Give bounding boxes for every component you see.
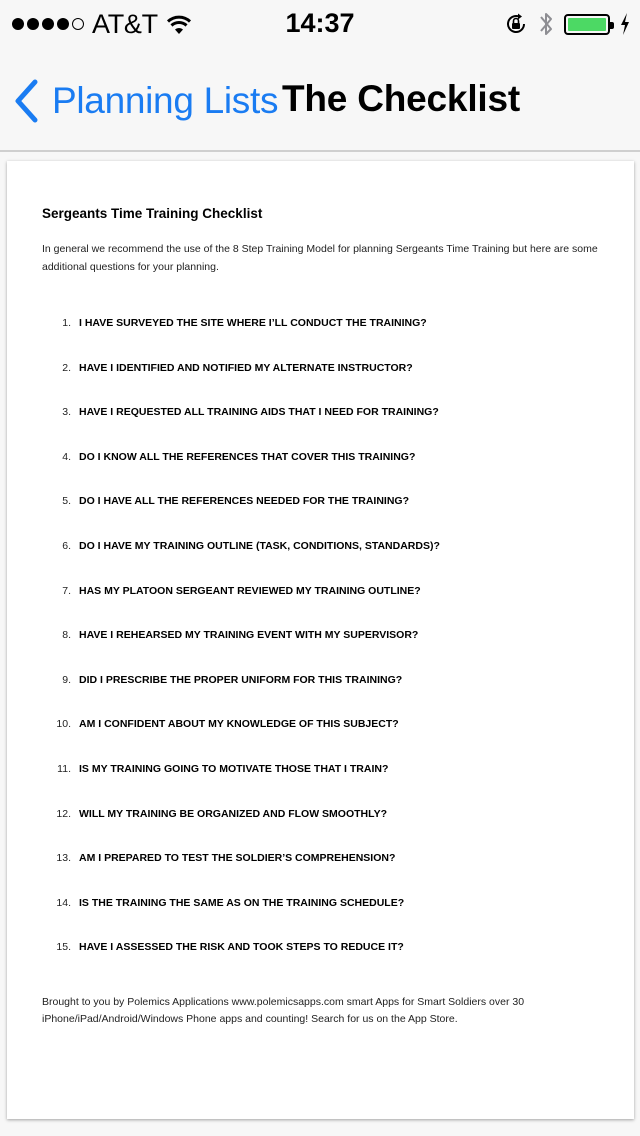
checklist — [42, 317, 602, 986]
checklist-item — [42, 585, 602, 630]
checklist-item-text: WILL MY TRAINING BE ORGANIZED AND FLOW SMOOTHLY? — [79, 807, 387, 820]
checklist-item-number: 15. — [56, 941, 71, 954]
checklist-item-number: 6. — [62, 539, 71, 552]
checklist-item — [42, 808, 602, 853]
charging-icon — [620, 12, 630, 36]
checklist-item-text: AM I CONFIDENT ABOUT MY KNOWLEDGE OF THIS SUBJECT? — [79, 718, 399, 731]
checklist-item — [42, 718, 602, 763]
chevron-left-icon — [14, 79, 38, 123]
checklist-item-number: 3. — [62, 406, 71, 419]
carrier-name: AT&T — [92, 8, 158, 39]
document-view[interactable] — [7, 161, 634, 1119]
status-bar — [0, 0, 640, 40]
checklist-item-number: 2. — [62, 361, 71, 374]
battery-icon — [564, 14, 610, 35]
checklist-item-number: 13. — [56, 852, 71, 865]
checklist-item — [42, 317, 602, 362]
checklist-item-text: HAVE I ASSESSED THE RISK AND TOOK STEPS TO REDUCE IT? — [79, 941, 404, 954]
checklist-item — [42, 495, 602, 540]
back-button-label: Planning Lists — [52, 80, 279, 121]
checklist-item-text: AM I PREPARED TO TEST THE SOLDIER’S COMPREHENSION? — [79, 852, 396, 865]
checklist-item — [42, 362, 602, 407]
checklist-item-number: 12. — [56, 807, 71, 820]
checklist-item-text: HAVE I REHEARSED MY TRAINING EVENT WITH MY SUPERVISOR? — [79, 629, 419, 642]
back-button[interactable] — [14, 76, 278, 126]
document-footer: Brought to you by Polemics Applications www.polemicsapps.com smart Apps for Smart Soldiers over 30 iPhone/iPad/Android/Windows Phone apps and counting! Search for us on the App Store. — [42, 996, 525, 1025]
checklist-item-number: 4. — [62, 450, 71, 463]
checklist-item — [42, 629, 602, 674]
clock: 14:37 — [285, 8, 355, 38]
checklist-item-text: IS MY TRAINING GOING TO MOTIVATE THOSE THAT I TRAIN? — [79, 762, 389, 775]
checklist-item-text: DO I HAVE MY TRAINING OUTLINE (TASK, CONDITIONS, STANDARDS)? — [79, 539, 440, 552]
checklist-item — [42, 897, 602, 942]
checklist-item-number: 14. — [56, 896, 71, 909]
checklist-item-number: 9. — [62, 673, 71, 686]
navigation-bar — [0, 48, 640, 152]
checklist-item-text: I HAVE SURVEYED THE SITE WHERE I’LL CONDUCT THE TRAINING? — [79, 317, 427, 329]
checklist-item — [42, 451, 602, 496]
checklist-item — [42, 852, 602, 897]
checklist-item-number: 8. — [62, 629, 71, 642]
checklist-item-text: DO I HAVE ALL THE REFERENCES NEEDED FOR THE TRAINING? — [79, 495, 409, 508]
page-title: The Checklist — [282, 78, 520, 119]
checklist-item-text: IS THE TRAINING THE SAME AS ON THE TRAINING SCHEDULE? — [79, 896, 405, 909]
checklist-item-number: 1. — [62, 317, 71, 329]
checklist-item-number: 11. — [57, 762, 71, 775]
checklist-item — [42, 763, 602, 808]
checklist-item-number: 10. — [56, 718, 71, 731]
checklist-item-text: HAS MY PLATOON SERGEANT REVIEWED MY TRAINING OUTLINE? — [79, 584, 421, 597]
document-intro: In general we recommend the use of the 8 Step Training Model for planning Sergeants Time Training but here are some additional questions for your planning. — [42, 243, 598, 273]
checklist-item — [42, 406, 602, 451]
document-title: Sergeants Time Training Checklist — [42, 206, 263, 221]
status-right — [504, 8, 630, 40]
checklist-item-text: DO I KNOW ALL THE REFERENCES THAT COVER THIS TRAINING? — [79, 450, 416, 463]
checklist-item-text: DID I PRESCRIBE THE PROPER UNIFORM FOR THIS TRAINING? — [79, 673, 403, 686]
checklist-item-number: 7. — [62, 584, 71, 597]
rotation-lock-icon — [504, 12, 528, 36]
checklist-item — [42, 941, 602, 986]
checklist-item-text: HAVE I IDENTIFIED AND NOTIFIED MY ALTERNATE INSTRUCTOR? — [79, 361, 413, 374]
checklist-item-text: HAVE I REQUESTED ALL TRAINING AIDS THAT I NEED FOR TRAINING? — [79, 406, 439, 419]
bluetooth-icon — [538, 9, 554, 39]
checklist-item — [42, 540, 602, 585]
checklist-item-number: 5. — [62, 495, 71, 508]
checklist-item — [42, 674, 602, 719]
